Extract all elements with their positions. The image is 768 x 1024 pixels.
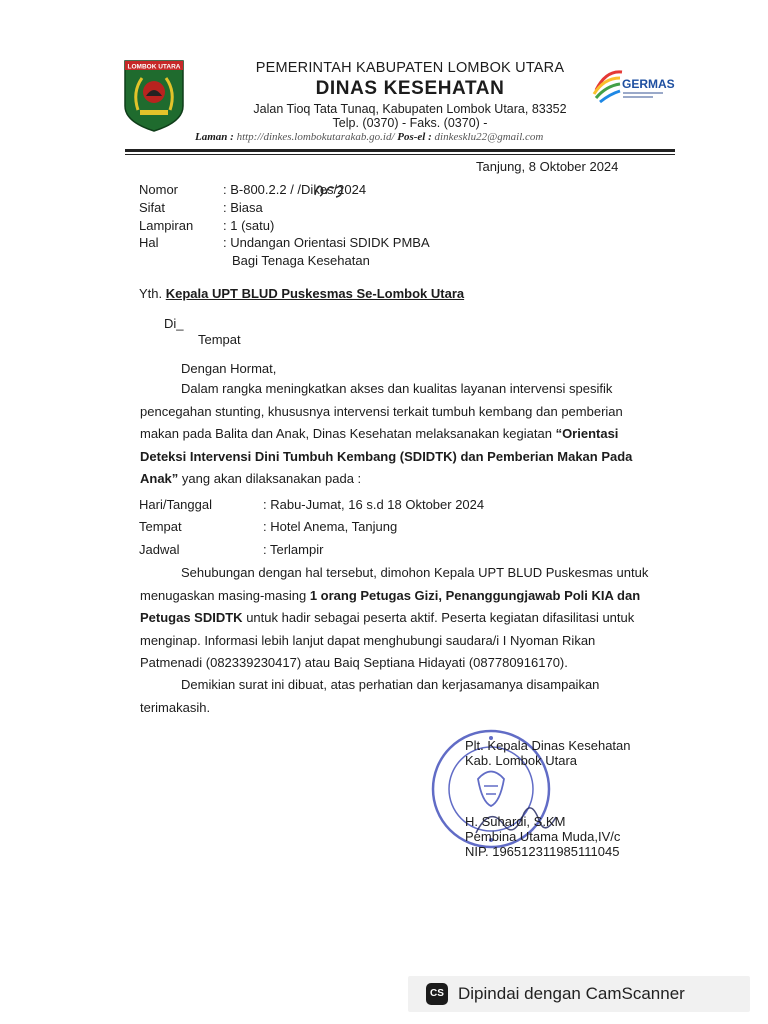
camscanner-text: Dipindai dengan CamScanner	[458, 984, 685, 1003]
detail-label-hari: Hari/Tanggal	[139, 497, 212, 512]
p3-line2: terimakasih.	[140, 699, 211, 715]
recipient-name: Kepala UPT BLUD Puskesmas Se-Lombok Utara	[165, 286, 465, 301]
recipient-line	[139, 286, 464, 301]
detail-value-hari: : Rabu-Jumat, 16 s.d 18 Oktober 2024	[263, 497, 485, 512]
header-rule-thick	[125, 149, 675, 152]
paragraph-3	[140, 674, 670, 719]
recipient-prefix: Yth.	[139, 286, 163, 301]
meta-value-sifat: : Biasa	[223, 200, 263, 215]
germas-text: GERMAS	[622, 77, 675, 91]
camscanner-watermark	[408, 976, 750, 1012]
posel-value: dinkesklu22@gmail.com	[434, 131, 544, 143]
p2-line2b: 1 orang Petugas Gizi, Penanggungjawab Poli KIA dan	[309, 587, 641, 603]
paragraph-1	[140, 378, 670, 491]
meta-label-lampiran: Lampiran	[139, 218, 194, 233]
p2-line3a: Petugas SDIDTK	[140, 610, 243, 625]
detail-value-tempat: : Hotel Anema, Tanjung	[263, 519, 398, 534]
header-phone: Telp. (0370) - Faks. (0370) -	[332, 116, 488, 130]
signature-region: Kab. Lombok Utara	[465, 753, 578, 768]
header-rule-thin	[125, 154, 675, 155]
p1-line4: Deteksi Intervensi Dini Tumbuh Kembang (SDIDTK) dan Pemberian Makan Pada	[140, 448, 633, 464]
handwritten-number	[312, 180, 348, 200]
posel-label: Pos-el :	[397, 131, 432, 143]
recipient-tempat: Tempat	[198, 332, 241, 347]
recipient-di: Di_	[164, 316, 184, 331]
meta-value-nomor: : B-800.2.2 / /Dikes/2024	[223, 182, 367, 197]
camscanner-icon: CS	[426, 983, 448, 1005]
p2-line1: Sehubungan dengan hal tersebut, dimohon Kepala UPT BLUD Puskesmas untuk	[181, 565, 649, 580]
meta-value-lampiran: : 1 (satu)	[223, 218, 275, 233]
detail-label-tempat: Tempat	[139, 519, 182, 534]
germas-logo	[590, 64, 680, 108]
p2-line2a: menugaskan masing-masing	[140, 587, 310, 603]
meta-label-hal: Hal	[139, 235, 159, 250]
header-government: PEMERINTAH KABUPATEN LOMBOK UTARA	[255, 60, 565, 76]
meta-value-hal-line2: Bagi Tenaga Kesehatan	[232, 253, 370, 268]
lombok-utara-logo	[122, 58, 186, 134]
signature-rank: Pembina Utama Muda,IV/c	[465, 829, 621, 844]
letter-date: Tanjung, 8 Oktober 2024	[476, 159, 619, 174]
p2-line5: Patmenadi (082339230417) atau Baiq Septiana Hidayati (087780916170).	[140, 655, 568, 670]
signature-nip: NIP. 196512311985111045	[465, 844, 620, 859]
logo-text: LOMBOK UTARA	[127, 63, 181, 71]
p1-line1: Dalam rangka meningkatkan akses dan kualitas layanan intervensi spesifik	[181, 381, 613, 396]
p1-line5a: Anak”	[140, 471, 179, 486]
header-address: Jalan Tioq Tata Tunaq, Kabupaten Lombok Utara, 83352	[253, 102, 567, 116]
p2-line4: menginap. Informasi lebih lanjut dapat menghubungi saudara/i I Nyoman Rikan	[140, 632, 596, 648]
p3-line1: Demikian surat ini dibuat, atas perhatian dan kerjasamanya disampaikan	[181, 677, 600, 692]
p2-line3	[140, 607, 670, 630]
meta-label-sifat: Sifat	[139, 200, 166, 215]
p1-line3b: “Orientasi	[555, 426, 619, 441]
p1-line2: pencegahan stunting, khususnya intervensi terkait tumbuh kembang dan pemberian	[140, 403, 623, 419]
signature-name: H. Suhardi, S.KM	[465, 814, 566, 829]
detail-value-jadwal: : Terlampir	[263, 542, 324, 557]
detail-label-jadwal: Jadwal	[139, 542, 180, 557]
p1-line3a: makan pada Balita dan Anak, Dinas Kesehatan melaksanakan kegiatan	[140, 426, 556, 441]
laman-url: http://dinkes.lombokutarakab.go.id/	[236, 131, 395, 143]
p2-line2	[140, 585, 670, 608]
laman-label: Laman :	[195, 131, 234, 143]
p1-line5	[140, 468, 670, 491]
signature-title: Plt. Kepala Dinas Kesehatan	[465, 738, 631, 753]
p1-line5b: yang akan dilaksanakan pada :	[178, 471, 362, 486]
p2-line3b: untuk hadir sebagai peserta aktif. Peserta kegiatan difasilitasi untuk	[242, 610, 635, 625]
meta-label-nomor: Nomor	[139, 182, 179, 197]
header-web	[195, 131, 543, 143]
greeting: Dengan Hormat,	[181, 361, 277, 376]
p1-line3	[140, 423, 670, 446]
header-agency: DINAS KESEHATAN	[315, 78, 505, 99]
paragraph-2	[140, 562, 670, 675]
meta-value-hal: : Undangan Orientasi SDIDK PMBA	[223, 235, 430, 250]
